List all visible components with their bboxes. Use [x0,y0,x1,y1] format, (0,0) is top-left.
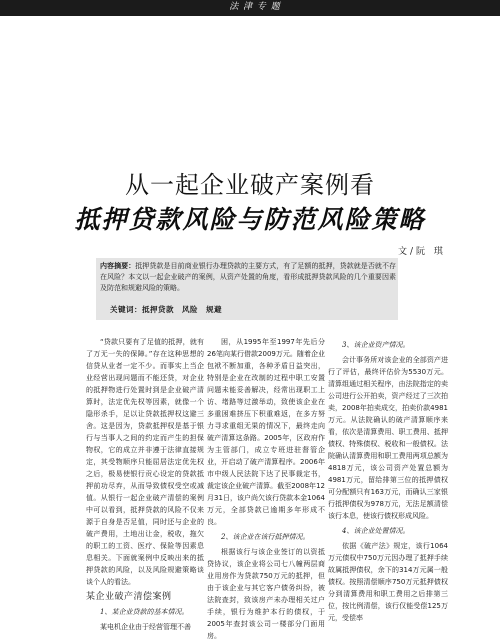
column-2 [207,336,325,642]
column-3 [328,336,448,624]
paragraph: “贷款只要有了足值的抵押，就有了万无一失的保障。”存在这种思想的信贷从业者一定不少。而事实上当企业经营出现问题而不能还贷，对企业的抵押物进行处置时到是企业破产清算时，法定优先权等因素，就像一个隐形杀手，足以让贷款抵押权这避三舍。这是因为，贷款抵押权是基于银行与当事人之间的约定而产生的担保物权，它的成立并非遵于法律直接规定，其受物顺序只能屈居法定优先权之后，极易使银行贡心设定的贷款抵押前功尽弃，从而导致债权受空或减值。从银行一起企业破产清偿的案例中可以看到，抵押贷款的风险不仅来源于自身是否足值，同时还与企业的破产费用，土地出让金，税收，拖欠的职工的工资、医疗、保险等因素息息相关。下面就案例中反映出来的抵押贷款的风险，以及风险规避策略谈谈个人的看法。 [86,338,204,586]
keywords-text: 抵押贷款 风险 规避 [142,305,222,314]
column-1 [86,336,204,633]
abstract-text: 抵押贷款是目前商业银行办理贷款的主要方式，有了足额的抵押，贷款就是否就不存在风险？本文以一起企业破产的案例，从资产处置的角度，看形成抵押贷款风险的几个重要因素及防范和规避风险的策略。 [100,262,397,292]
subheading: 1、某企业贷款的基本情况。 [100,608,189,616]
subheading: 4、该企业处置情况。 [342,527,410,535]
keywords [110,304,390,315]
title-line-1: 从一起企业破产案例看 [125,171,375,199]
subheading: 2、该企业在该行抵押情况。 [221,533,310,541]
paragraph: 困，从1995年至1997年先后分26笔向某行借款2009万元。随着企业包袱不断加重，各种矛盾日益突出，特别是企业在改制的过程中职工安置问题未能妥善解决，经常出现职工上访、堵路等过激举动，致使该企业在多重困难挤压下积重难返，在多方努力寻求重组无果的情况下，最终走向破产清算这条路。2005年，区政府作为主管部门，成立专班进驻督管企业，开启动了破产清算程序。2006年市中级人民法院下达了民事裁定书，裁定该企业破产清算。截至2008年12月31日，该户尚欠该行贷款本金1064万元，全部贷款已逾期多年形成不良。 [207,338,325,526]
section-tag: 法 津 专 题 [229,2,281,12]
paragraph: 某电机企业由于经营管理不善 [100,623,191,631]
abstract [100,261,396,293]
section-heading: 某企业破产清偿案例 [86,592,172,602]
title-line-2: 抵押贷款风险与防范风险策略 [74,205,426,234]
paragraph: 根据该行与该企业签订的以资抵贷协议，该企业将公司七八幢两层商业用房作为贷款750万元的抵押，但由于该企业与其它客户债务纠纷，被法院查封，致该房产未办理相关过户手续，银行为维护本行的债权，于2005年查封该公司一楼部分门面用房。 [207,548,325,640]
paragraph: 会计事务所对该企业的全部资产进行了评估，最终评估价为5530万元。清算组通过相关程序，由法院指定的卖公司进行公开拍卖，资产经过了三次拍卖，2008年拍卖成交，拍卖价款4981万元。从法院确认的破产清算顺序来看，依次是清算费用、职工费用、抵押债权、特殊债权、税收和一般债权。法院确认清算费用和职工费用两项总额为4818万元，该公司资产处置总额为4981万元，留给排第三位的抵押债权可分配额只有163万元，而确认三家银行抵押债权为978万元，无法足额清偿该行本息，使该行债权形成风险。 [328,356,448,520]
abstract-label: 内容摘要： [100,262,136,270]
paragraph: 依据《破产法》规定，该行1064万元债权中750万元因办理了抵押手续故属抵押债权，余下的314万元属一般债权。按照清偿顺序750万元抵押债权分到清算费用和职工费用之后排第三位，按比例清偿，该行仅能受偿125万元，受偿率 [328,542,448,622]
subheading: 3、该企业资产情况。 [342,341,410,349]
keywords-label: 关键词： [110,305,142,314]
author: 文/阮 琪 [398,247,446,257]
